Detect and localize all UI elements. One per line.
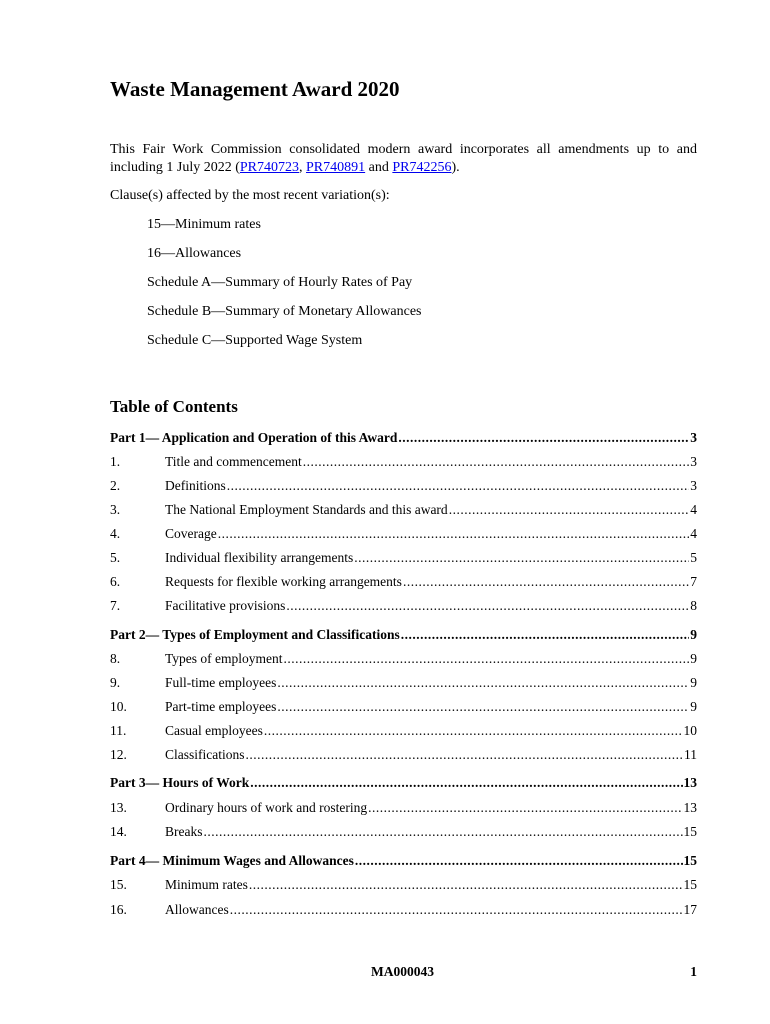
toc-clause-number: 15. <box>110 877 127 892</box>
toc-page-number: 11 <box>684 747 697 762</box>
toc-entry-text: Types of employment <box>165 651 283 666</box>
toc-clause-number: 3. <box>110 502 121 517</box>
toc-entry-text: Part 4— Minimum Wages and Allowances <box>110 853 354 868</box>
toc-entry-text: Classifications <box>165 747 245 762</box>
toc-entry-text: Facilitative provisions <box>165 598 286 613</box>
toc-page-number: 15 <box>683 877 697 892</box>
intro-paragraph <box>110 141 697 177</box>
toc-page-number: 9 <box>690 675 697 690</box>
toc-page-number: 15 <box>683 824 697 839</box>
footer-award-code: MA000043 <box>371 964 434 979</box>
toc-leader-dots <box>398 429 689 447</box>
toc-entry[interactable] <box>110 698 697 716</box>
toc-leader-dots <box>250 774 682 792</box>
toc-entry-text: Individual flexibility arrangements <box>165 550 354 565</box>
toc-entry-text: Full-time employees <box>165 675 277 690</box>
clause-item: Schedule B—Summary of Monetary Allowances <box>147 304 422 319</box>
toc-entry-text: Part 3— Hours of Work <box>110 775 250 790</box>
toc-page-number: 4 <box>690 526 697 541</box>
toc-entry-text: Part 2— Types of Employment and Classifications <box>110 627 400 642</box>
toc-entry[interactable] <box>110 597 697 615</box>
toc-clause-number: 13. <box>110 800 127 815</box>
toc-entry[interactable] <box>110 650 697 668</box>
intro-text-before: This Fair Work Commission consolidated modern award incorporates all amendments up to and including 1 July 2022 ( <box>110 142 697 175</box>
clauses-affected-heading: Clause(s) affected by the most recent variation(s): <box>110 188 390 203</box>
toc-page-number: 3 <box>690 454 697 469</box>
toc-part-entry[interactable] <box>110 852 697 870</box>
toc-leader-dots <box>401 626 689 644</box>
pr740891-link[interactable]: PR740891 <box>306 160 366 175</box>
toc-entry-text: Minimum rates <box>165 877 248 892</box>
toc-clause-number: 14. <box>110 824 127 839</box>
toc-leader-dots <box>249 876 683 894</box>
toc-clause-number: 2. <box>110 478 121 493</box>
toc-clause-number: 1. <box>110 454 121 469</box>
toc-page-number: 9 <box>690 627 697 642</box>
toc-leader-dots <box>354 549 689 567</box>
toc-leader-dots <box>246 746 684 764</box>
toc-entry[interactable] <box>110 501 697 519</box>
toc-leader-dots <box>264 722 683 740</box>
clause-item: 15—Minimum rates <box>147 217 261 232</box>
toc-entry[interactable] <box>110 823 697 841</box>
toc-clause-number: 7. <box>110 598 121 613</box>
toc-entry-text: Ordinary hours of work and rostering <box>165 800 368 815</box>
toc-page-number: 17 <box>683 902 697 917</box>
toc-entry[interactable] <box>110 549 697 567</box>
toc-page-number: 9 <box>690 699 697 714</box>
intro-separator: and <box>365 160 393 175</box>
toc-entry[interactable] <box>110 453 697 471</box>
toc-entry-text: Allowances <box>165 902 229 917</box>
toc-entry-text: Title and commencement <box>165 454 302 469</box>
clause-item: Schedule C—Supported Wage System <box>147 333 363 348</box>
toc-clause-number: 10. <box>110 699 127 714</box>
toc-leader-dots <box>218 525 690 543</box>
toc-leader-dots <box>286 597 689 615</box>
toc-entry-text: Part-time employees <box>165 699 277 714</box>
toc-heading: Table of Contents <box>110 397 238 416</box>
toc-leader-dots <box>227 477 690 495</box>
toc-clause-number: 12. <box>110 747 127 762</box>
toc-clause-number: 9. <box>110 675 121 690</box>
toc-entry[interactable] <box>110 876 697 894</box>
toc-entry[interactable] <box>110 573 697 591</box>
pr740723-link[interactable]: PR740723 <box>239 160 300 175</box>
toc-part-entry[interactable] <box>110 774 697 792</box>
toc-leader-dots <box>355 852 683 870</box>
toc-leader-dots <box>204 823 683 841</box>
toc-leader-dots <box>368 799 682 817</box>
toc-page-number: 7 <box>690 574 697 589</box>
toc-page-number: 8 <box>690 598 697 613</box>
toc-entry[interactable] <box>110 799 697 817</box>
toc-clause-number: 4. <box>110 526 121 541</box>
toc-leader-dots <box>403 573 689 591</box>
footer-page-number: 1 <box>690 964 697 979</box>
toc-page-number: 13 <box>683 775 697 790</box>
toc-entry-text: Casual employees <box>165 723 263 738</box>
toc-leader-dots <box>277 674 689 692</box>
toc-page-number: 3 <box>690 430 697 445</box>
pr742256-link[interactable]: PR742256 <box>392 160 452 175</box>
toc-page-number: 5 <box>690 550 697 565</box>
toc-entry[interactable] <box>110 674 697 692</box>
toc-entry[interactable] <box>110 477 697 495</box>
toc-entry[interactable] <box>110 722 697 740</box>
toc-entry-text: Breaks <box>165 824 203 839</box>
toc-entry-text: Part 1— Application and Operation of this Award <box>110 430 398 445</box>
intro-text-after: ). <box>451 160 460 175</box>
toc-leader-dots <box>449 501 690 519</box>
toc-entry-text: The National Employment Standards and this award <box>165 502 448 517</box>
intro-separator: , <box>299 160 307 175</box>
toc-entry[interactable] <box>110 901 697 919</box>
toc-part-entry[interactable] <box>110 626 697 644</box>
toc-leader-dots <box>230 901 683 919</box>
toc-leader-dots <box>303 453 690 471</box>
toc-leader-dots <box>284 650 690 668</box>
toc-entry-text: Definitions <box>165 478 226 493</box>
toc-part-entry[interactable] <box>110 429 697 447</box>
toc-page-number: 9 <box>690 651 697 666</box>
toc-leader-dots <box>277 698 689 716</box>
toc-entry-text: Coverage <box>165 526 217 541</box>
toc-page-number: 3 <box>690 478 697 493</box>
toc-clause-number: 11. <box>110 723 127 738</box>
toc-clause-number: 16. <box>110 902 127 917</box>
toc-page-number: 4 <box>690 502 697 517</box>
toc-clause-number: 8. <box>110 651 121 666</box>
clause-item: Schedule A—Summary of Hourly Rates of Pay <box>147 275 413 290</box>
toc-page-number: 10 <box>683 723 697 738</box>
toc-entry[interactable] <box>110 746 697 764</box>
toc-page-number: 15 <box>683 853 697 868</box>
toc-clause-number: 6. <box>110 574 121 589</box>
toc-page-number: 13 <box>683 800 697 815</box>
toc-entry-text: Requests for flexible working arrangements <box>165 574 402 589</box>
document-title: Waste Management Award 2020 <box>110 77 400 101</box>
toc-clause-number: 5. <box>110 550 121 565</box>
clause-item: 16—Allowances <box>147 246 242 261</box>
toc-entry[interactable] <box>110 525 697 543</box>
